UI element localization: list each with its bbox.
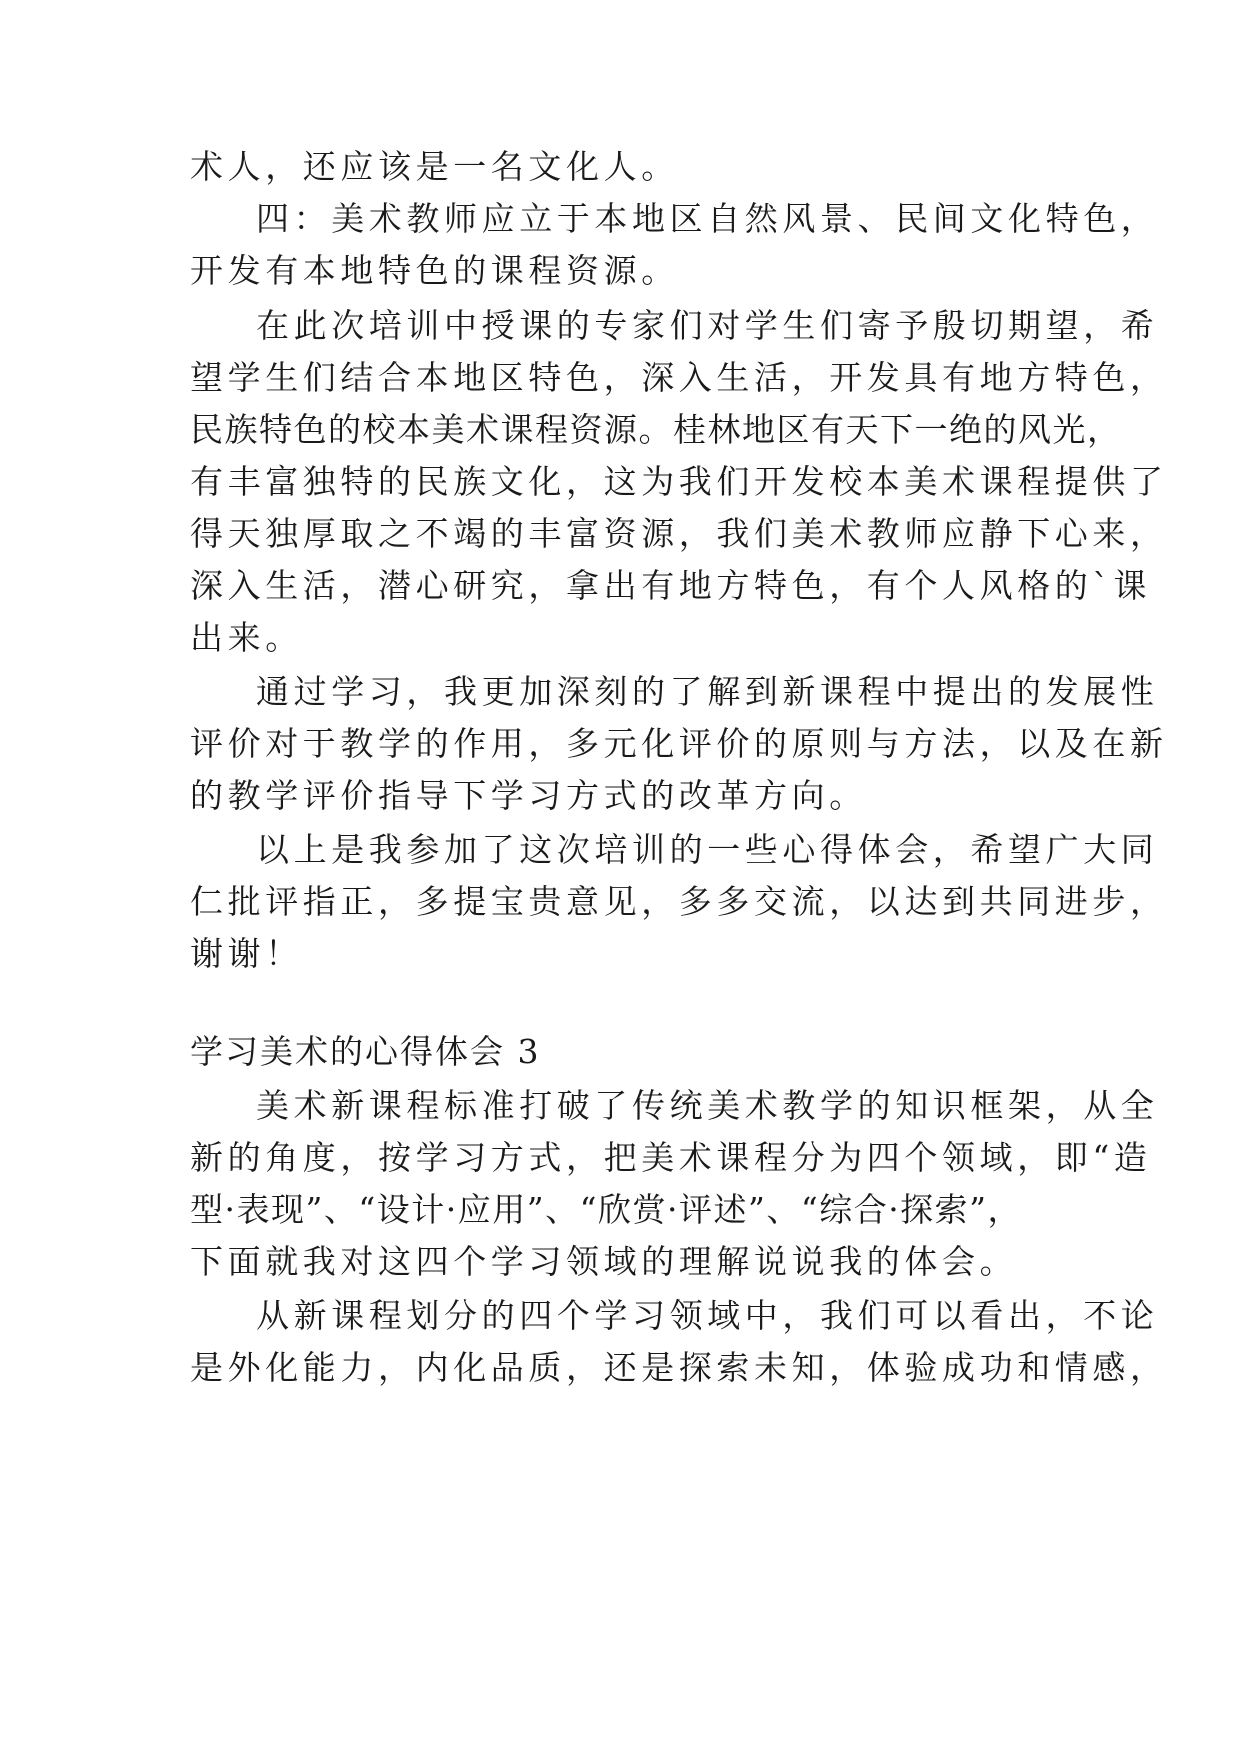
paragraph-line: 下面就我对这四个学习领域的理解说说我的体会。 — [190, 1242, 1018, 1281]
paragraph-line: 民族特色的校本美术课程资源。桂林地区有天下一绝的风光， — [190, 410, 1122, 449]
paragraph-line: 以上是我参加了这次培训的一些心得体会，希望广大同 — [256, 830, 1159, 869]
section-heading: 学习美术的心得体会 3 — [190, 1032, 541, 1071]
paragraph-line: 仁批评指正，多提宝贵意见，多多交流，以达到共同进步， — [190, 882, 1168, 921]
paragraph-line: 深入生活，潜心研究，拿出有地方特色，有个人风格的`课 — [190, 566, 1152, 605]
paragraph-line: 从新课程划分的四个学习领域中，我们可以看出，不论 — [256, 1296, 1159, 1335]
paragraph-line: 望学生们结合本地区特色，深入生活，开发具有地方特色， — [190, 358, 1168, 397]
paragraph-line: 得天独厚取之不竭的丰富资源，我们美术教师应静下心来， — [190, 514, 1168, 553]
paragraph-line: 谢谢！ — [190, 934, 303, 973]
paragraph-line: 有丰富独特的民族文化，这为我们开发校本美术课程提供了 — [190, 462, 1168, 501]
paragraph-line: 美术新课程标准打破了传统美术教学的知识框架，从全 — [256, 1086, 1159, 1125]
paragraph-line: 四：美术教师应立于本地区自然风景、民间文化特色， — [256, 199, 1159, 238]
paragraph-line: 型·表现”、“设计·应用”、“欣赏·评述”、“综合·探索”， — [190, 1190, 1023, 1229]
paragraph-line: 术人，还应该是一名文化人。 — [190, 147, 679, 186]
paragraph-line: 开发有本地特色的课程资源。 — [190, 251, 679, 290]
paragraph-line: 的教学评价指导下学习方式的改革方向。 — [190, 776, 867, 815]
paragraph-line: 是外化能力，内化品质，还是探索未知，体验成功和情感， — [190, 1348, 1168, 1387]
paragraph-line: 出来。 — [190, 618, 303, 657]
paragraph-line: 在此次培训中授课的专家们对学生们寄予殷切期望，希 — [256, 306, 1159, 345]
paragraph-line: 评价对于教学的作用，多元化评价的原则与方法，以及在新 — [190, 724, 1168, 763]
paragraph-line: 新的角度，按学习方式，把美术课程分为四个领域，即“造 — [190, 1138, 1152, 1177]
paragraph-line: 通过学习，我更加深刻的了解到新课程中提出的发展性 — [256, 672, 1159, 711]
